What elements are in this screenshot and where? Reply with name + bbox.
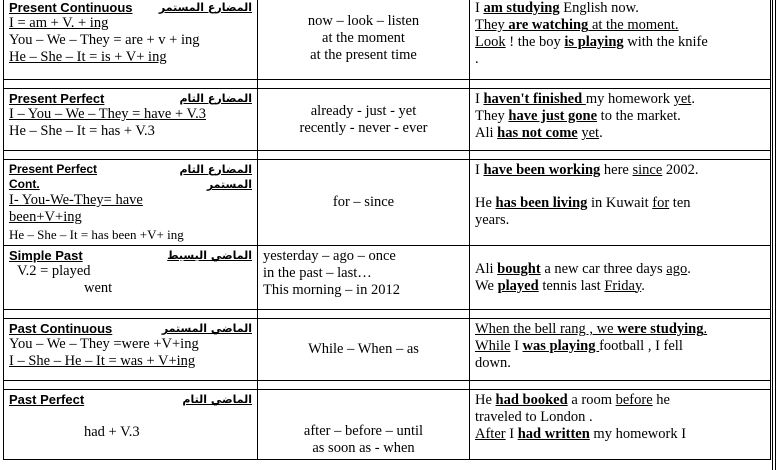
formula-line: went [84,280,113,296]
formula-line: I- You-We-They= have [9,192,143,208]
keyword-line: at the present time [310,47,417,63]
example-line: They have just gone to the market. [475,108,681,124]
formula-line: I – You – We – They = have + V.3 [9,106,206,122]
keyword-line: as soon as - when [312,440,415,456]
keyword-line: in the past – last… [263,265,372,281]
example-line: After I had written my homework I [475,426,687,442]
example-line: . [475,51,479,67]
examples-cell [470,160,771,246]
row-separator [4,151,771,160]
keywords-cell [258,0,470,80]
examples-cell [470,390,771,460]
example-line: Ali has not come yet. [475,125,603,141]
tense-cell [4,319,258,381]
keyword-line: already - just - yet [310,102,417,119]
table-row [4,390,771,460]
table-row [4,89,771,151]
example-line: I haven't finished my homework yet. [475,91,695,107]
example-line: traveled to London . [475,409,593,425]
formula-line: He – She – It = is + V+ ing [9,49,167,65]
tense-cell [4,390,258,460]
formula-line: You – We – They =were +V+ing [9,336,199,352]
formula-line: V.2 = played [17,263,91,279]
formula-line: You – We – They = are + v + ing [9,32,200,48]
example-line: Ali bought a new car three days ago. [475,260,691,277]
keyword-line: now – look – listen [307,13,420,29]
example-line: I have been working here since 2002. [475,162,699,178]
examples-cell [470,319,771,381]
keywords-cell [258,390,470,460]
page-border-right [772,0,776,470]
example-line: down. [475,355,511,371]
examples-cell [470,89,771,151]
example-line: They are watching at the moment. [475,17,679,33]
examples-cell [470,0,771,80]
example-line: While I was playing football , I fell [475,338,683,354]
formula-line: He – She – It = has been +V+ ing [9,227,184,242]
example-line: When the bell rang , we were studying. [475,321,708,337]
example-line: Look ! the boy is playing with the knife [475,34,708,50]
examples-cell [470,246,771,310]
tense-title: Past Continuous الماضي المستمر [9,321,252,336]
keyword-line: for – since [332,194,395,210]
keywords-cell [258,89,470,151]
row-separator [4,80,771,89]
tense-title: Simple Past الماضي البسيط [9,248,252,263]
example-line: He has been living in Kuwait for ten [475,195,691,211]
example-line: years. [475,212,510,228]
keyword-line: yesterday – ago – once [263,248,396,264]
keywords-cell [258,160,470,246]
example-line: He had booked a room before he [475,392,670,408]
keyword-line: at the moment [322,30,405,46]
row-separator [4,310,771,319]
keywords-cell [258,319,470,381]
table-row [4,246,771,310]
tense-cell [4,0,258,80]
formula-line: I – She – He – It = was + V+ing [9,353,196,369]
formula-line: He – She – It = has + V.3 [9,123,155,139]
tense-title: Present Perfect Cont. المضارع التام المستمر [9,162,252,191]
table-row [4,0,771,80]
tense-title: Present Perfect المضارع التام [9,91,252,106]
tense-cell [4,89,258,151]
tense-cell [4,246,258,310]
formula-line: had + V.3 [84,424,140,440]
tense-title: Present Continuous المضارع المستمر [9,0,252,15]
table-row [4,160,771,246]
row-separator [4,381,771,390]
example-line: We played tennis last Friday. [475,277,645,294]
formula-line: been+V+ing [9,209,82,225]
formula-line: I = am + V. + ing [9,15,109,31]
keywords-cell [258,246,470,310]
keyword-line: recently - never - ever [299,119,428,136]
example-line: I am studying English now. [475,0,639,16]
tense-title: Past Perfect الماضي التام [9,392,252,407]
tense-cell [4,160,258,246]
keyword-line: While – When – as [308,341,419,357]
table-row [4,319,771,381]
keyword-line: This morning – in 2012 [263,282,400,298]
tenses-table [3,0,771,460]
keyword-line: after – before – until [303,423,424,439]
